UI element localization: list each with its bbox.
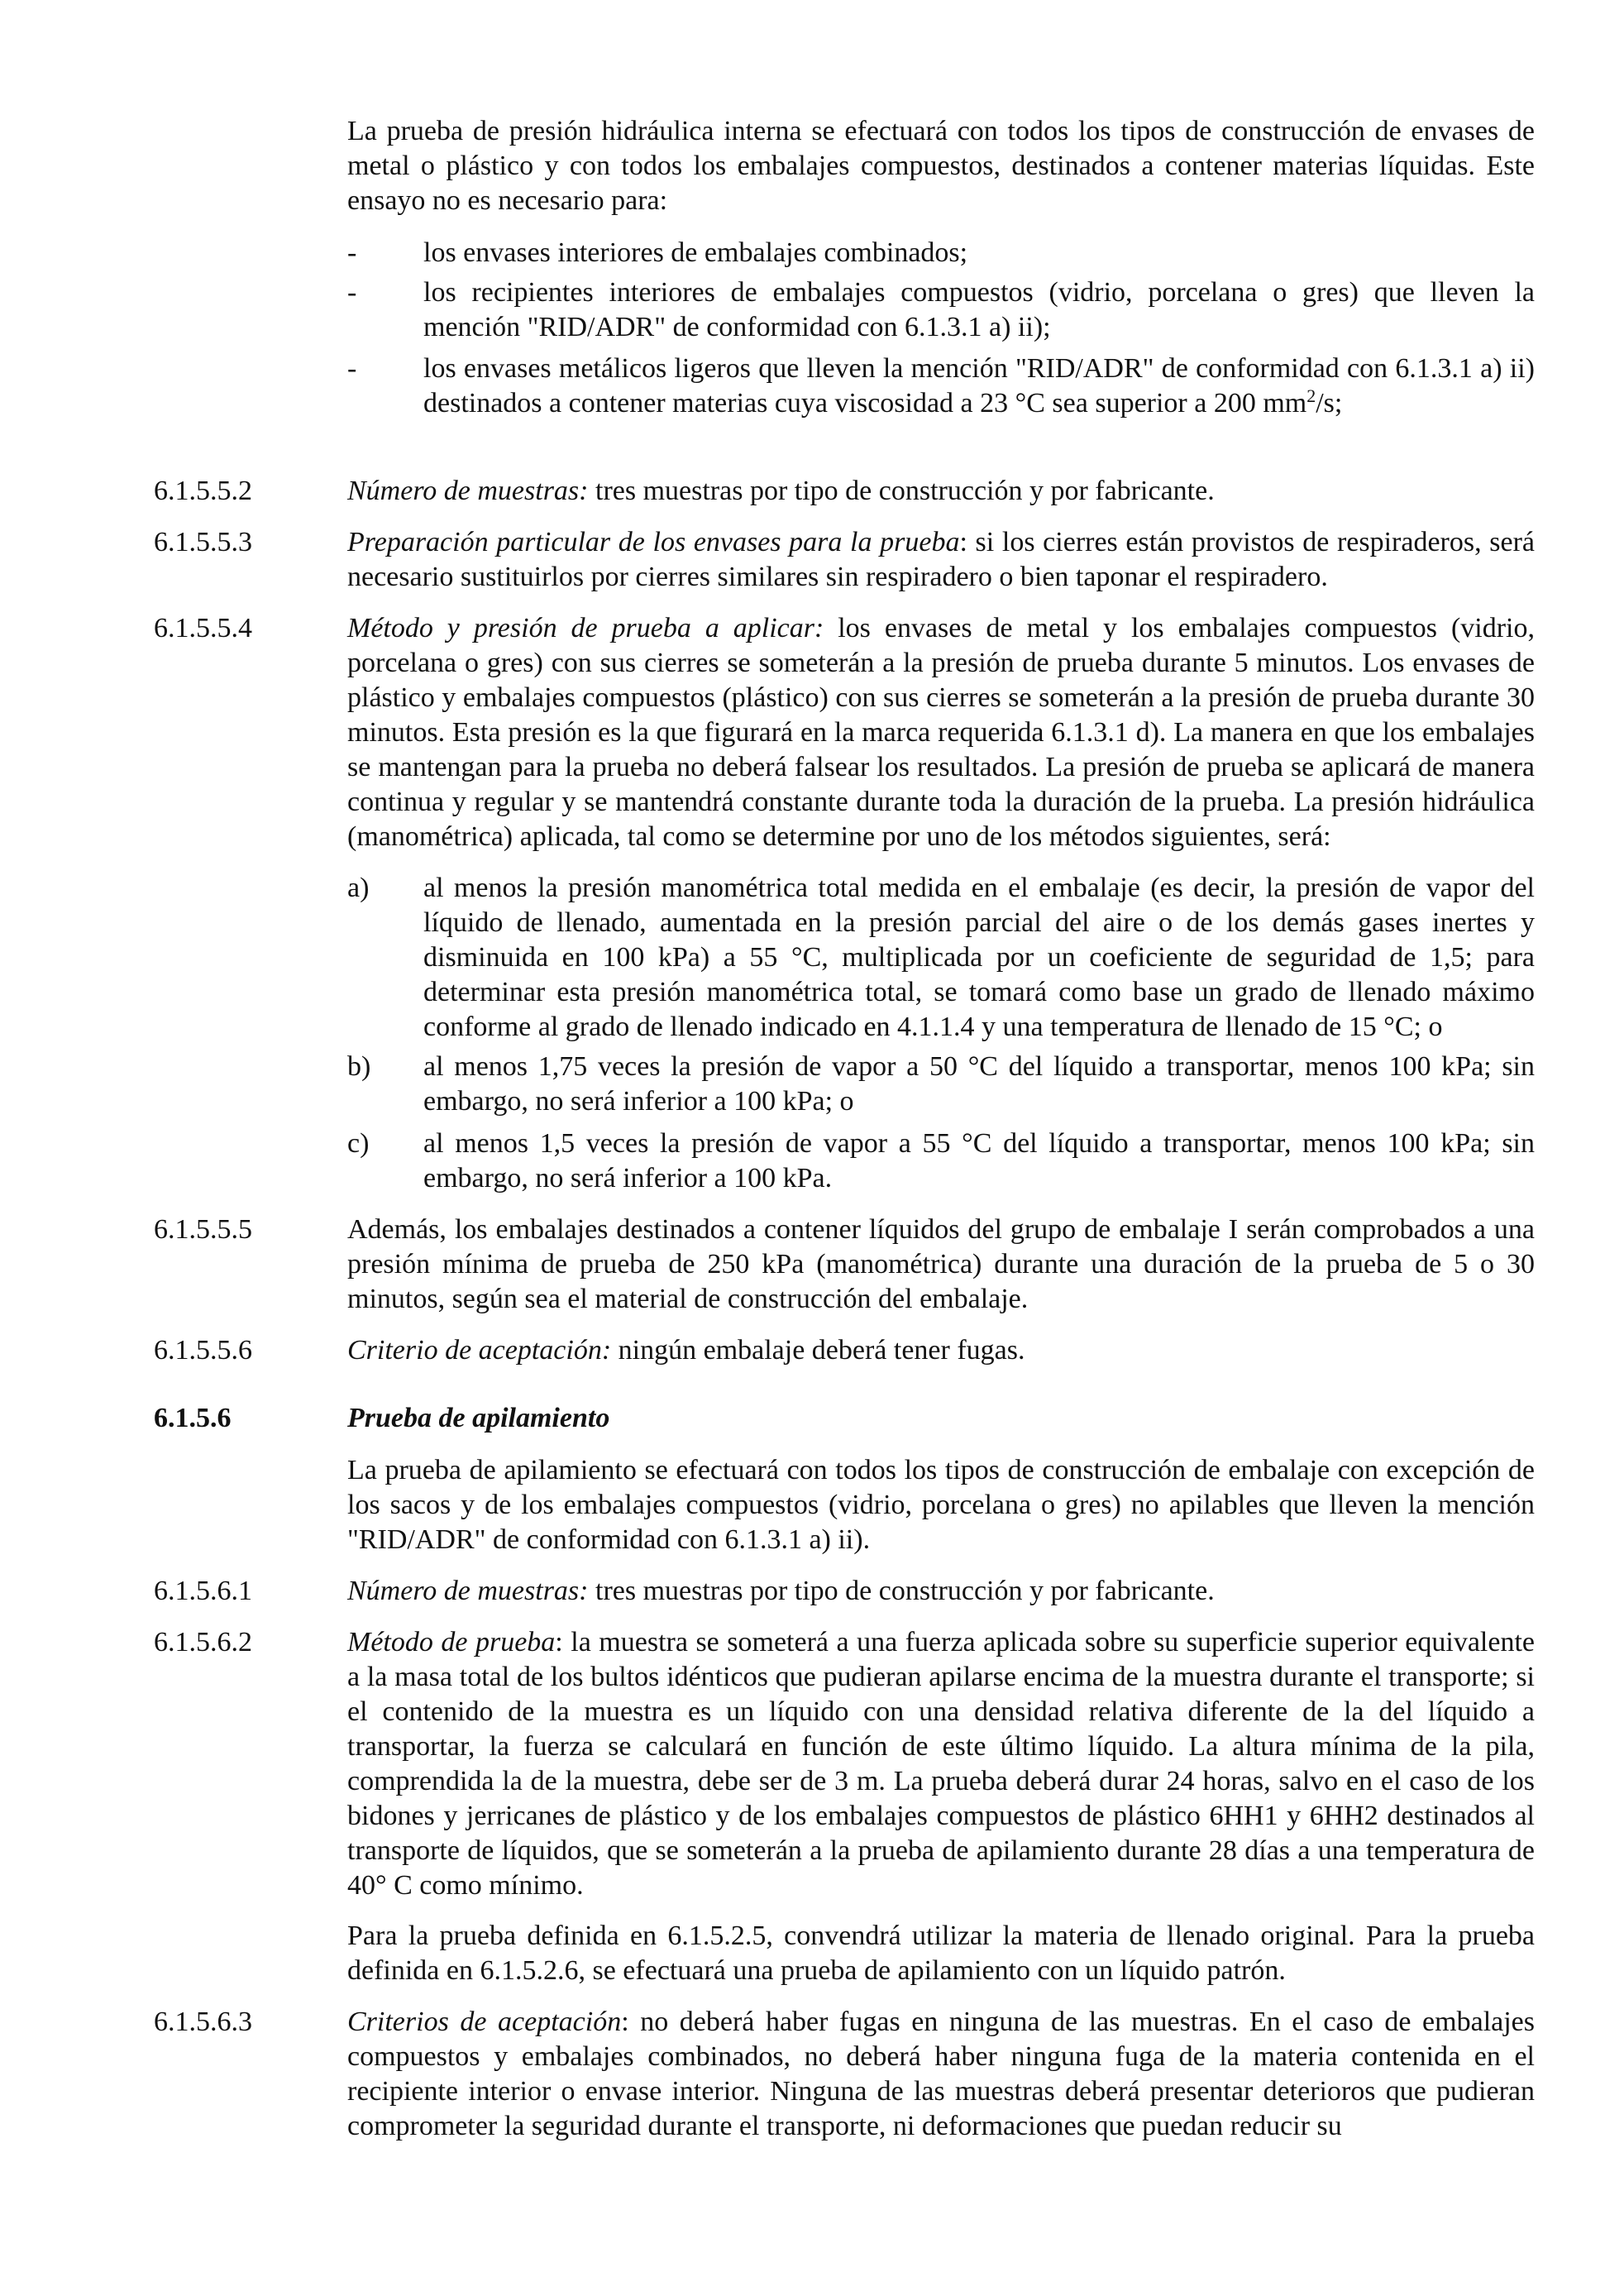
section-paragraph [347, 1625, 1535, 1903]
section-paragraph [347, 1574, 1535, 1609]
section-paragraph: Para la prueba definida en 6.1.5.2.5, convendrá utilizar la materia de llenado original. Para la prueba definida en 6.1.5.2.6, se efectuará una prueba de apilamiento con un líquido patrón. [347, 1921, 1535, 1986]
section-label: Preparación particular de los envases para la prueba [347, 527, 960, 557]
section-label: Criterios de aceptación [347, 2007, 622, 2037]
section-label: Método y presión de prueba a aplicar: [347, 613, 824, 643]
section-paragraph [347, 474, 1535, 509]
section-heading: Prueba de apilamiento [347, 1403, 610, 1433]
section-paragraph: La prueba de apilamiento se efectuará con todos los tipos de construcción de embalaje con excepción de los sacos y de los embalajes compuestos (vidrio, porcelana o gres) no apilables que lleven la mención "RID/ADR" de conformidad con 6.1.3.1 a) ii). [347, 1455, 1535, 1555]
section-text: : la muestra se someterá a una fuerza aplicada sobre su superficie superior equivalente a la masa total de los bultos idénticos que pudieran apilarse encima de la muestra durante el transporte; si el contenido de la muestra es un líquido con una densidad relativa diferente de la del líquido a transportar, la fuerza se calculará en función de este último líquido. La altura mínima de la pila, comprendida la de la muestra, debe ser de 3 m. La prueba deberá durar 24 horas, salvo en el caso de los bidones y jerricanes de plástico y de los embalajes compuestos de plástico 6HH1 y 6HH2 destinados al transporte de líquidos, que se someterán a la prueba de apilamiento durante 28 días a una temperatura de 40° C como mínimo. [347, 1627, 1535, 1901]
section-number: 6.1.5.5.2 [154, 476, 252, 506]
list-label: a) [347, 873, 370, 903]
bullet-item: los recipientes interiores de embalajes compuestos (vidrio, porcelana o gres) que lleven la mención "RID/ADR" de conformidad con 6.1.3.1 a) ii); [423, 277, 1535, 342]
heading-number: 6.1.5.6 [154, 1403, 232, 1433]
section-text: tres muestras por tipo de construcción y por fabricante. [588, 1576, 1215, 1606]
section-number: 6.1.5.5.6 [154, 1335, 252, 1366]
list-item: al menos la presión manométrica total medida en el embalaje (es decir, la presión de vapor del líquido de llenado, aumentada en la presión parcial del aire o de los demás gases inertes y disminuida en 100 kPa) a 55 °C, multiplicada por un coeficiente de seguridad de 1,5; para determinar esta presión manométrica total, se tomará como base un grado de llenado máximo conforme al grado de llenado indicado en 4.1.1.4 y una temperatura de llenado de 15 °C; o [423, 873, 1535, 1042]
section-text: : si los cierres están provistos de respiraderos, será necesario sustituirlos por cierres similares sin respiradero o bien taponar el respiradero. [347, 527, 1535, 592]
section-number: 6.1.5.6.2 [154, 1627, 252, 1657]
section-paragraph [347, 525, 1535, 595]
section-text: los envases de metal y los embalajes compuestos (vidrio, porcelana o gres) con sus cierres se someterán a la presión de prueba durante 5 minutos. Los envases de plástico y embalajes compuestos (plástico) con sus cierres se someterán a la presión de prueba durante 30 minutos. Esta presión es la que figurará en la marca requerida 6.1.3.1 d). La manera en que los embalajes se mantengan para la prueba no deberá falsear los resultados. La presión de prueba se aplicará de manera continua y regular y se mantendrá constante durante toda la duración de la prueba. La presión hidráulica (manométrica) aplicada, tal como se determine por uno de los métodos siguientes, será: [347, 613, 1535, 852]
list-label: c) [347, 1128, 370, 1159]
bullet-dash: - [347, 237, 357, 268]
bullet-item: los envases interiores de embalajes combinados; [423, 237, 968, 268]
section-text: ningún embalaje deberá tener fugas. [611, 1335, 1025, 1366]
intro-paragraph: La prueba de presión hidráulica interna se efectuará con todos los tipos de construcción de envases de metal o plástico y con todos los embalajes compuestos, destinados a contener materias líquidas. Este ensayo no es necesario para: [347, 116, 1535, 216]
section-number: 6.1.5.6.3 [154, 2007, 252, 2037]
section-text: : no deberá haber fugas en ninguna de las muestras. En el caso de embalajes compuestos y embalajes combinados, no deberá haber ninguna fuga de la materia contenida en el recipiente interior o envase interior. Ninguna de las muestras deberá presentar deterioros que pudieran comprometer la seguridad durante el transporte, ni deformaciones que puedan reducir su [347, 2007, 1535, 2141]
bullet-text: los envases metálicos ligeros que lleven la mención "RID/ADR" de conformidad con 6.1.3.1 a) ii) destinados a contener materias cuya viscosidad a 23 °C sea superior a 200 mm [423, 353, 1535, 419]
section-number: 6.1.5.5.3 [154, 527, 252, 557]
bullet-item [423, 352, 1535, 421]
superscript: 2 [1306, 385, 1316, 406]
list-item: al menos 1,5 veces la presión de vapor a 55 °C del líquido a transportar, menos 100 kPa; sin embargo, no será inferior a 100 kPa. [423, 1128, 1535, 1193]
section-paragraph [347, 611, 1535, 854]
section-paragraph: Además, los embalajes destinados a contener líquidos del grupo de embalaje I serán comprobados a una presión mínima de prueba de 250 kPa (manométrica) durante una duración de la prueba de 5 o 30 minutos, según sea el material de construcción del embalaje. [347, 1214, 1535, 1314]
section-paragraph [347, 2005, 1535, 2144]
bullet-text-end: /s; [1316, 388, 1343, 419]
section-paragraph [347, 1333, 1535, 1368]
section-number: 6.1.5.5.5 [154, 1214, 252, 1245]
section-label: Número de muestras: [347, 1576, 589, 1606]
list-label: b) [347, 1051, 371, 1082]
list-item: al menos 1,75 veces la presión de vapor a 50 °C del líquido a transportar, menos 100 kPa; sin embargo, no será inferior a 100 kPa; o [423, 1051, 1535, 1117]
section-text: tres muestras por tipo de construcción y por fabricante. [588, 476, 1215, 506]
bullet-dash: - [347, 353, 357, 384]
section-number: 6.1.5.5.4 [154, 613, 252, 643]
section-number: 6.1.5.6.1 [154, 1576, 252, 1606]
bullet-dash: - [347, 277, 357, 308]
section-label: Criterio de aceptación: [347, 1335, 612, 1366]
section-label: Número de muestras: [347, 476, 589, 506]
section-label: Método de prueba [347, 1627, 556, 1657]
